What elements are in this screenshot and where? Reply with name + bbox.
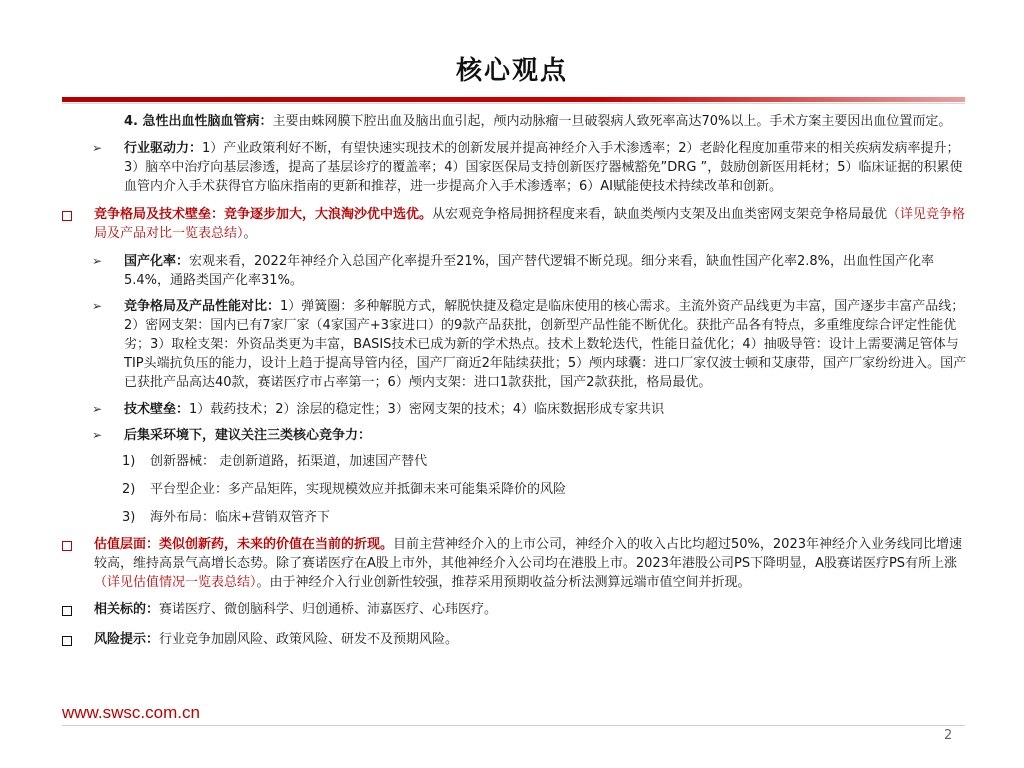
post-procurement-bullet [62,426,967,445]
valuation-label: 估值层面：类似创新药，未来的价值在当前的折现。 [94,537,394,552]
page-title: 核心观点 [455,56,568,86]
drivers-text: 1）产业政策利好不断，有望快速实现技术的创新发展并提高神经介入手术渗透率；2）老龄化程度加重带来的相关疾病发病率提升；3）脑卒中治疗向基层渗透，提高了基层诊疗的覆盖率；4）国家医保局支持创新医疗器械豁免”DRG ”，鼓励创新医用耗材；5）临床证据的积累使血管内介入手术获得官方临床指南的更新和推荐，进一步提高介入手术渗透率；6）AI赋能使技术持续改革和创新。 [124,141,963,194]
arrow-bullet-icon: ➢ [92,428,103,442]
list-item [62,480,967,499]
targets-label: 相关标的： [94,602,160,617]
list-text: 平台型企业：多产品矩阵，实现规模效应并抵御未来可能集采降价的风险 [150,482,567,497]
localization-text: 宏观来看，2022年神经介入总国产化率提升至21%，国产替代逻辑不断兑现。细分来看，缺血性国产化率2.8%，出血性国产化率5.4%，通路类国产化率31%。 [124,254,935,288]
content-body [62,108,967,649]
valuation-tail: 。由于神经介入行业创新性较强，推荐采用预期收益分析法测算远端市值空间并折现。 [256,575,751,590]
list-item [62,452,967,471]
footer-divider [62,725,965,726]
list-number: 3) [122,510,136,525]
arrow-bullet-icon: ➢ [92,402,103,416]
arrow-bullet-icon: ➢ [92,254,103,268]
barriers-label: 技术壁垒： [124,402,190,417]
valuation-bullet [62,535,967,592]
title-underline-thin [62,103,965,104]
post-procurement-label: 后集采环境下，建议关注三类核心竞争力： [124,428,372,443]
hemorrhage-label: 4. 急性出血性脑血管病： [124,114,273,129]
valuation-link[interactable]: （详见估值情况一览表总结） [94,575,257,590]
hemorrhage-text: 主要由蛛网膜下腔出血及脑出血引起，颅内动脉瘤一旦破裂病人致死率高达70%以上。手术方案主要因出血位置而定。 [272,114,952,129]
list-text: 海外布局：临床+营销双管齐下 [150,510,330,525]
localization-bullet [62,252,967,290]
title-underline-bar [62,97,965,102]
risks-bullet [62,630,967,649]
drivers-label: 行业驱动力： [124,141,203,156]
localization-label: 国产化率： [124,254,190,269]
list-number: 1) [122,454,136,469]
targets-bullet [62,600,967,619]
arrow-bullet-icon: ➢ [92,299,103,313]
barriers-bullet [62,400,967,419]
competition-text: 从宏观竞争格局拥挤程度来看，缺血类颅内支架及出血类密网支架竞争格局最优 [432,207,888,222]
drivers-bullet [62,139,967,196]
competition-bullet [62,205,967,243]
competition-tail: 。 [243,226,257,241]
products-text: 1）弹簧圈：多种解脱方式，解脱快捷及稳定是临床使用的核心需求。主流外资产品线更为丰富，国产逐步丰富产品线；2）密网支架：国内已有7家厂家（4家国产+3家进口）的9款产品获批，创新型产品性能不断优化。获批产品各有特点，多重维度综合评定性能优劣；3）取栓支架：外资品类更为丰富，BASIS技术已成为新的学术热点。技术上数轮迭代，性能日益优化；4）抽吸导管：设计上需要满足管体与TIP头端抗负压的能力，设计上趋于提高导管内径，国产厂商近2年陆续获批；5）颅内球囊：进口厂家仅波士顿和艾康带，国产厂家纷纷进入。国产已获批产品高达40款，赛诺医疗市占率第一；6）颅内支架：进口1款获批，国产2款获批，格局最优。 [124,299,967,390]
arrow-bullet-icon: ➢ [92,141,103,155]
targets-text: 赛诺医疗、微创脑科学、归创通桥、沛嘉医疗、心玮医疗。 [159,602,498,617]
page-number: 2 [944,728,953,743]
square-bullet-icon [62,541,72,551]
competition-label: 竞争格局及技术壁垒：竞争逐步加大，大浪淘沙优中选优。 [94,207,433,222]
square-bullet-icon [62,211,72,221]
valuation-text: 目前主营神经介入的上市公司，神经介入的收入占比均超过50%，2023年神经介入业务线同比增速较高，维持高景气高增长态势。除了赛诺医疗在A股上市外，其他神经介入公司均在港股上市。2023年港股公司PS下降明显，A股赛诺医疗PS有所上涨 [94,537,962,571]
square-bullet-icon [62,636,72,646]
barriers-text: 1）载药技术；2）涂层的稳定性；3）密网支架的技术；4）临床数据形成专家共识 [189,402,665,417]
risks-text: 行业竞争加剧风险、政策风险、研发不及预期风险。 [159,632,459,647]
competition-link[interactable]: （详见竞争格局及产品对比一览表总结） [94,207,966,241]
list-item [62,508,967,527]
list-text: 创新器械： 走创新道路，拓渠道，加速国产替代 [150,454,428,469]
products-bullet [62,297,967,392]
products-label: 竞争格局及产品性能对比： [124,299,281,314]
footer-url[interactable]: www.swsc.com.cn [62,703,200,722]
hemorrhage-paragraph [62,112,967,131]
risks-label: 风险提示： [94,632,160,647]
square-bullet-icon [62,606,72,616]
list-number: 2) [122,482,136,497]
